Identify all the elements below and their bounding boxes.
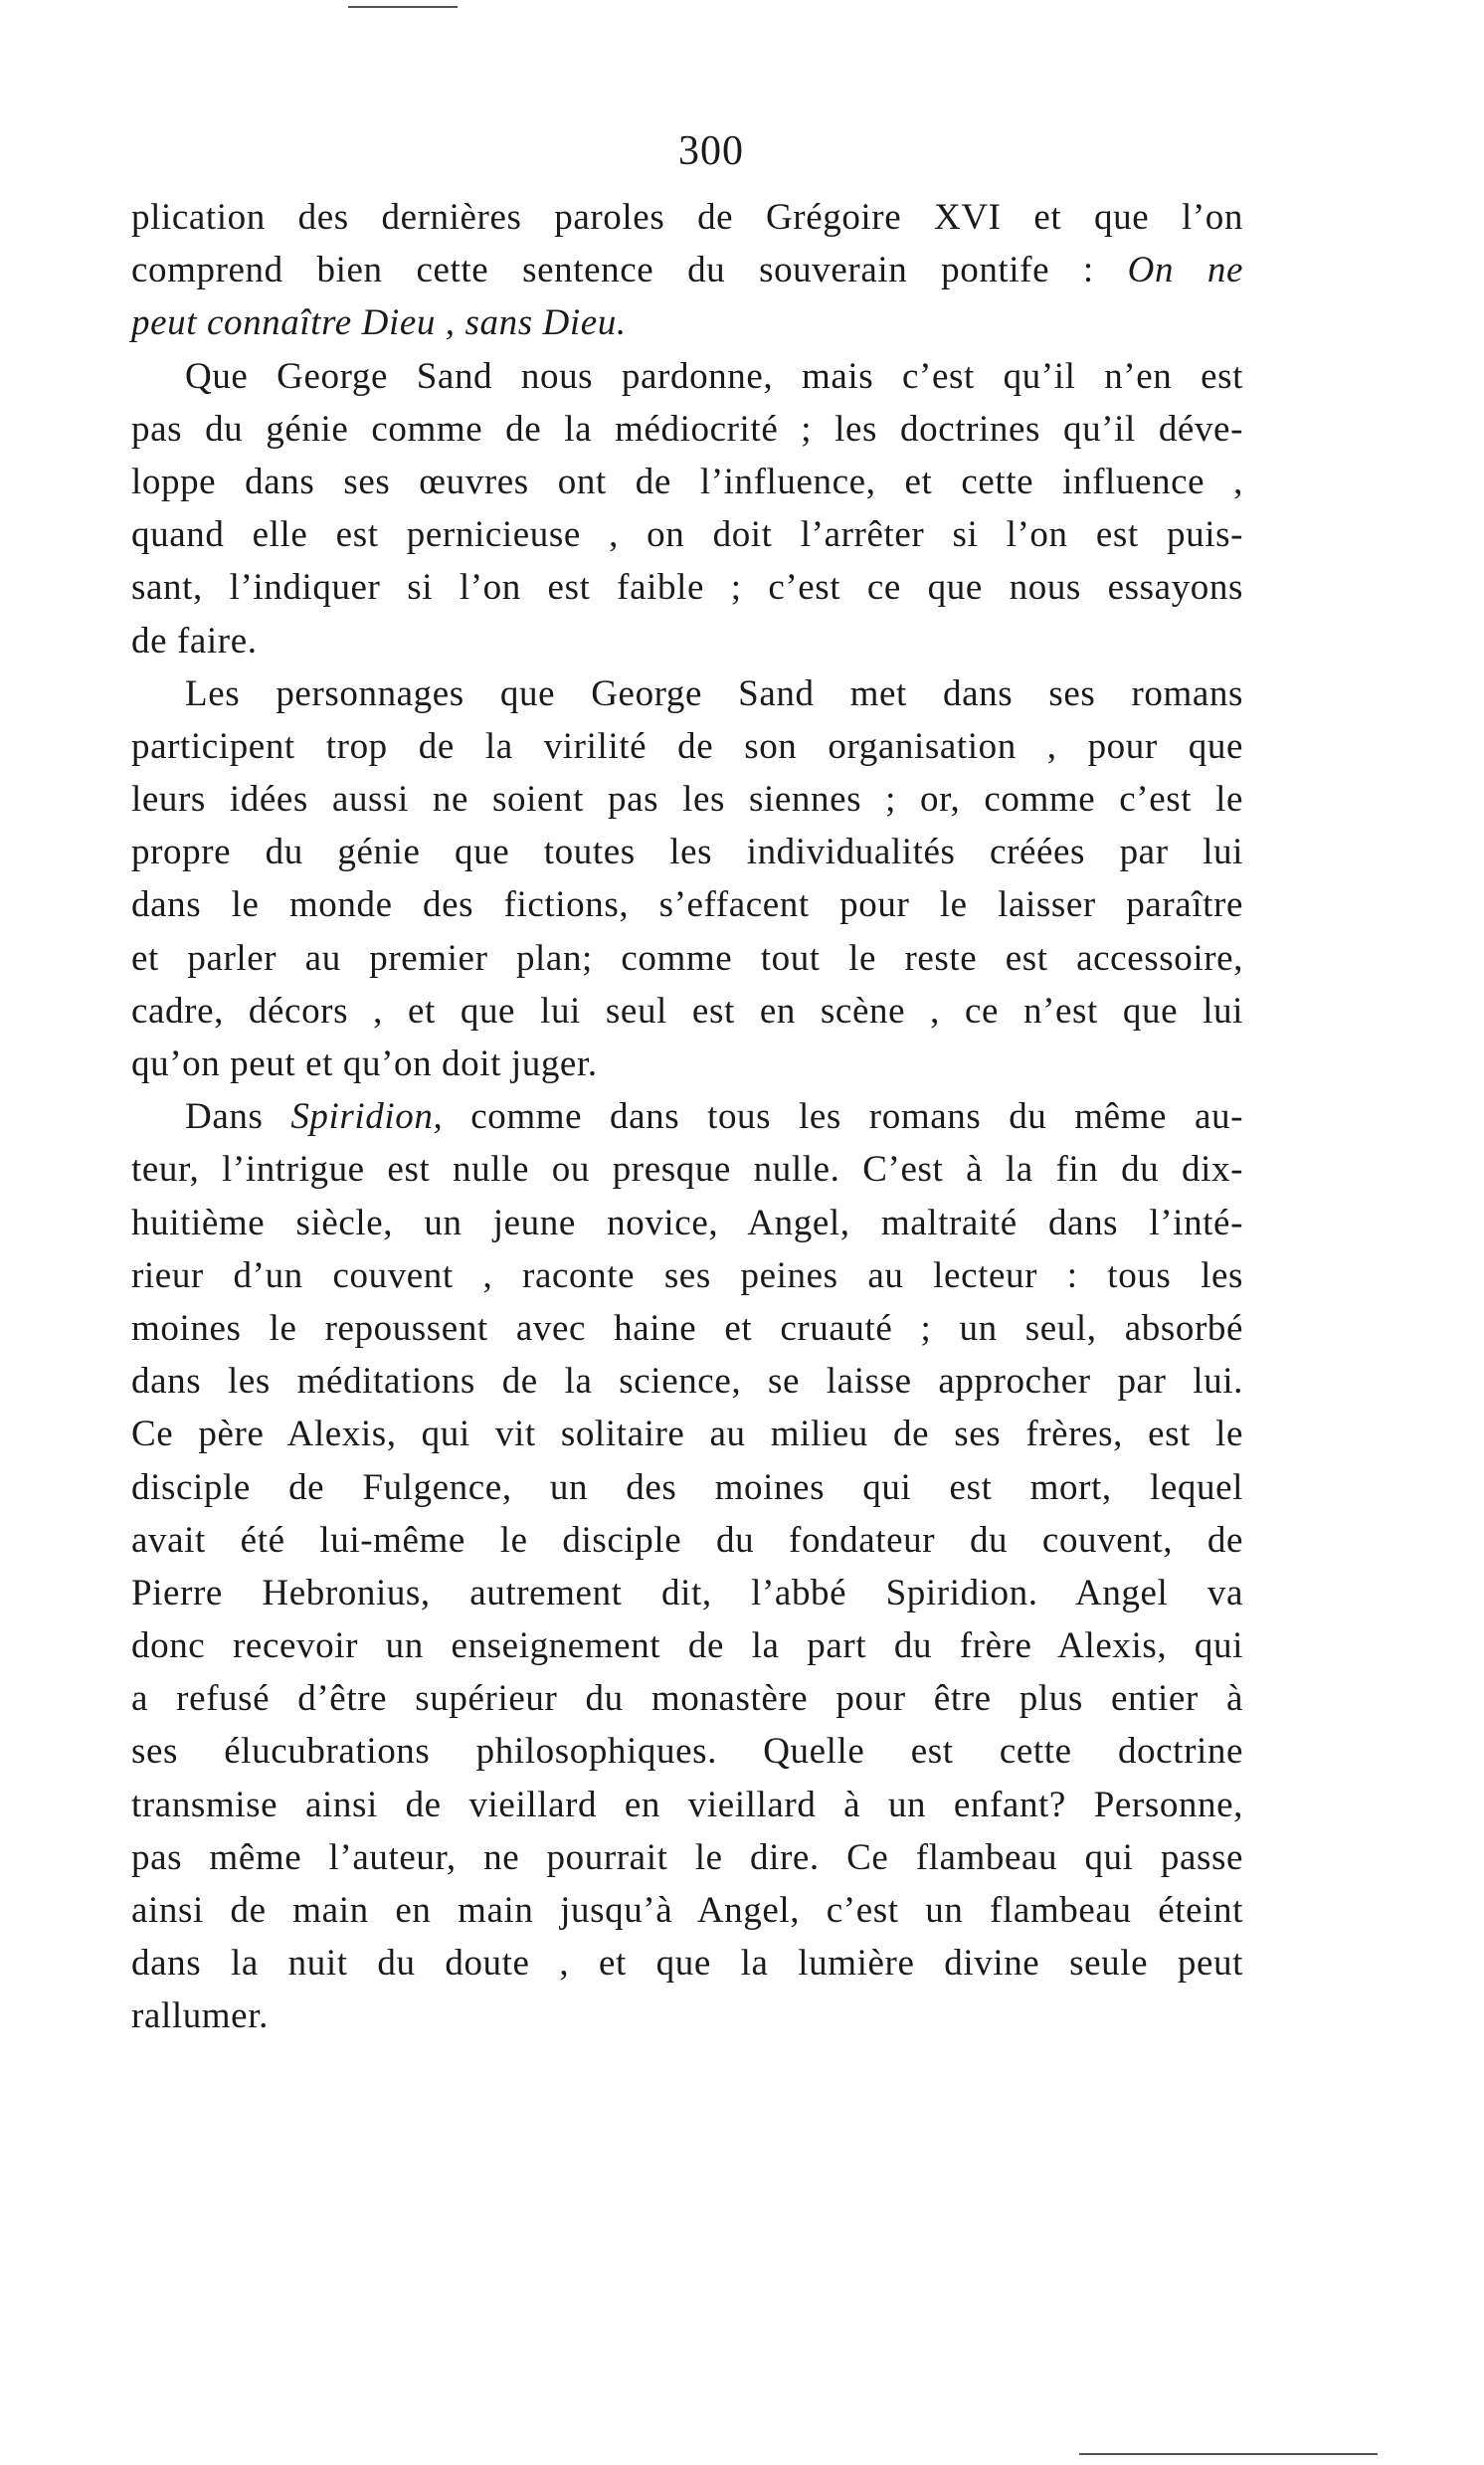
text-line: participent trop de la virilité de son organisation , pour que [131,725,1243,767]
text-line: Dans Spiridion, comme dans tous les romans du même au- [185,1096,1243,1138]
scan-artifact-bottom [1079,2453,1378,2455]
text-line: sant, l’indiquer si l’on est faible ; c’est ce que nous essayons [131,567,1243,609]
text-line: rallumer. [131,1995,269,2037]
text-line: rieur d’un couvent , raconte ses peines au lecteur : tous les [131,1254,1243,1296]
text-line: ainsi de main en main jusqu’à Angel, c’est un flambeau éteint [131,1890,1243,1931]
paragraph [131,350,1243,667]
text-line: propre du génie que toutes les individualités créées par lui [131,832,1243,873]
text-line: dans le monde des fictions, s’effacent pour le laisser paraître [131,884,1243,926]
paragraph [131,191,1243,350]
text-line: Que George Sand nous pardonne, mais c’est qu’il n’en est [185,355,1243,397]
text-line [131,296,1243,349]
text-line: moines le repoussent avec haine et cruauté ; un seul, absorbé [131,1307,1243,1349]
text-line: Ce père Alexis, qui vit solitaire au milieu de ses frères, est le [131,1414,1243,1455]
text-line: a refusé d’être supérieur du monastère pour être plus entier à [131,1678,1243,1720]
text-line: ses élucubrations philosophiques. Quelle est cette doctrine [131,1731,1243,1773]
text-line: teur, l’intrigue est nulle ou presque nulle. C’est à la fin du dix- [131,1149,1243,1191]
text-line: dans les méditations de la science, se laisse approcher par lui. [131,1361,1243,1403]
page-number: 300 [678,128,744,174]
text-line: dans la nuit du doute , et que la lumière divine seule peut [131,1943,1243,1985]
italic-text: peut connaître Dieu , sans Dieu. [131,302,627,344]
text-line: huitième siècle, un jeune novice, Angel, maltraité dans l’inté- [131,1202,1243,1243]
italic-text: On ne [1127,250,1243,291]
text-line: disciple de Fulgence, un des moines qui est mort, lequel [131,1466,1243,1508]
scan-artifact-top [348,6,458,8]
text-line: avait été lui-même le disciple du fondateur du couvent, de [131,1519,1243,1561]
text-line: transmise ainsi de vieillard en vieillard à un enfant? Personne, [131,1784,1243,1825]
text-line: donc recevoir un enseignement de la part du frère Alexis, qui [131,1625,1243,1667]
paragraph [131,1090,1243,2042]
paragraph [131,667,1243,1091]
italic-text: Spiridion, [290,1096,444,1138]
text-line: qu’on peut et qu’on doit juger. [131,1043,598,1084]
text-line: cadre, décors , et que lui seul est en scène , ce n’est que lui [131,990,1243,1032]
text-line: Pierre Hebronius, autrement dit, l’abbé Spiridion. Angel va [131,1572,1243,1613]
text-line: leurs idées aussi ne soient pas les siennes ; or, comme c’est le [131,779,1243,821]
text-line: pas du génie comme de la médiocrité ; les doctrines qu’il déve- [131,408,1243,450]
text-line: et parler au premier plan; comme tout le reste est accessoire, [131,937,1243,979]
text-line: plication des dernières paroles de Grégoire XVI et que l’on [131,197,1243,238]
text-line: comprend bien cette sentence du souverain pontife : On ne [131,250,1243,291]
text-line: pas même l’auteur, ne pourrait le dire. Ce flambeau qui passe [131,1836,1243,1878]
text-line: quand elle est pernicieuse , on doit l’arrêter si l’on est puis- [131,514,1243,556]
text-line: loppe dans ses œuvres ont de l’influence, et cette influence , [131,461,1243,502]
text-line: de faire. [131,620,258,662]
text-line: Les personnages que George Sand met dans ses romans [185,672,1243,714]
body-text [131,191,1243,2043]
